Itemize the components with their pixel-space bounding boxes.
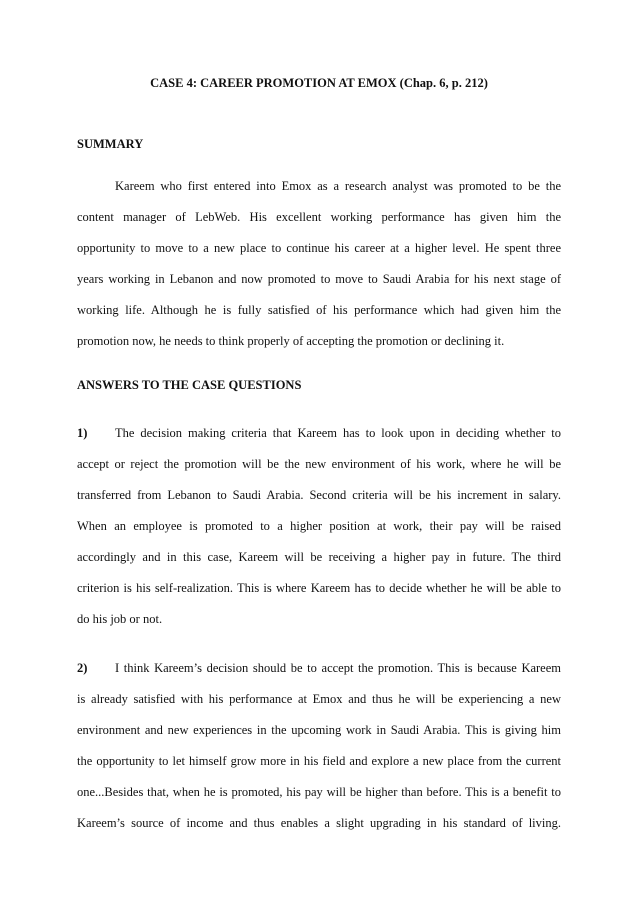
answer-2-number: 2) [77, 661, 88, 675]
summary-line: working life. Although he is fully satisfied of his performance which had given him the [77, 303, 561, 317]
answer-2-first-line [77, 658, 561, 689]
answer-2-first-text: I think Kareem’s decision should be to accept the promotion. This is because Kareem [115, 661, 561, 675]
answer-2-line: environment and new experiences in the upcoming work in Saudi Arabia. This is giving him [77, 723, 561, 737]
answer-2-line: the opportunity to let himself grow more in his field and explore a new place from the current [77, 754, 561, 768]
answer-1-first-line [77, 423, 561, 454]
answer-1-line: criterion is his self-realization. This is where Kareem has to decide whether he will be able to [77, 581, 561, 595]
answer-2-line: one...Besides that, when he is promoted, his pay will be higher than before. This is a benefit to [77, 785, 561, 799]
answer-2-paragraph [77, 658, 561, 844]
summary-line: years working in Lebanon and now promoted to move to Saudi Arabia for his next stage of [77, 272, 561, 286]
summary-line: content manager of LebWeb. His excellent working performance has given him the [77, 210, 561, 224]
summary-paragraph [77, 176, 561, 362]
answer-1-first-text: The decision making criteria that Kareem has to look upon in deciding whether to [115, 426, 561, 440]
document-title: CASE 4: CAREER PROMOTION AT EMOX (Chap. 6, p. 212) [150, 76, 488, 90]
answer-1-line: transferred from Lebanon to Saudi Arabia. Second criteria will be his increment in salary. [77, 488, 561, 502]
summary-line: opportunity to move to a new place to continue his career at a higher level. He spent three [77, 241, 561, 255]
answer-1-line: accordingly and in this case, Kareem will be receiving a higher pay in future. The third [77, 550, 561, 564]
summary-line: Kareem who first entered into Emox as a research analyst was promoted to be the [115, 179, 561, 193]
summary-line: promotion now, he needs to think properly of accepting the promotion or declining it. [77, 334, 505, 348]
answer-1-number: 1) [77, 426, 88, 440]
answer-1-line: accept or reject the promotion will be the new environment of his work, where he will be [77, 457, 561, 471]
answer-1-line: do his job or not. [77, 612, 163, 626]
answers-heading: ANSWERS TO THE CASE QUESTIONS [77, 378, 302, 392]
summary-heading: SUMMARY [77, 137, 144, 151]
answer-2-line: Kareem’s source of income and thus enables a slight upgrading in his standard of living. [77, 816, 561, 830]
answer-1-line: When an employee is promoted to a higher position at work, their pay will be raised [77, 519, 561, 533]
answer-1-paragraph [77, 423, 561, 640]
answer-2-line: is already satisfied with his performance at Emox and thus he will be experiencing a new [77, 692, 561, 706]
